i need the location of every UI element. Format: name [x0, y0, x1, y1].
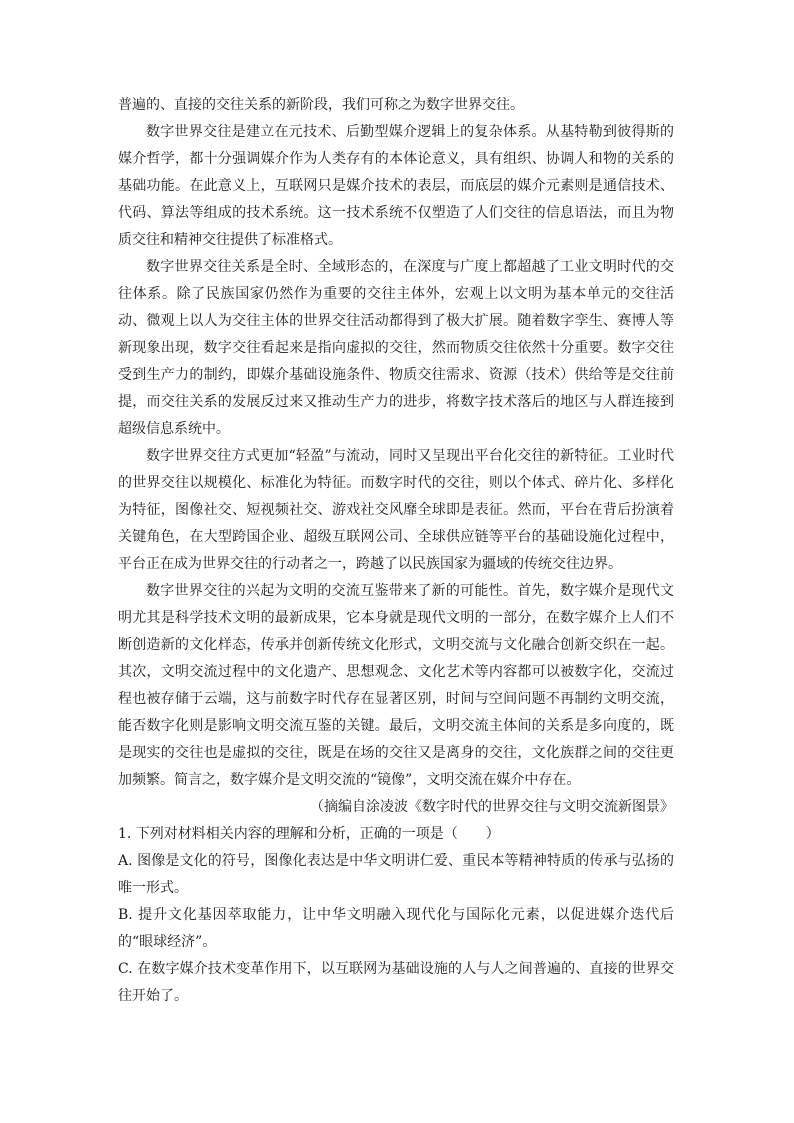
option-c: C. 在数字媒介技术变革作用下，以互联网为基础设施的人与人之间普遍的、直接的世界交往开始了。: [118, 961, 674, 1004]
paragraph: 数字世界交往方式更加“轻盈”与流动，同时又呈现出平台化交往的新特征。工业时代的世界交往以规模化、标准化为特征。而数字时代的交往，则以个体式、碎片化、多样化为特征，图像社交、短视频社交、游戏社交风靡全球即是表征。然而，平台在背后扮演着关键角色，在大型跨国企业、超级互联网公司、全球供应链等平台的基础设施化过程中，平台正在成为世界交往的行动者之一，跨越了以民族国家为疆域的传统交往边界。: [118, 448, 674, 572]
paragraph: 数字世界交往的兴起为文明的交流互鉴带来了新的可能性。首先，数字媒介是现代文明尤其是科学技术文明的最新成果，它本身就是现代文明的一部分，在数字媒介上人们不断创造新的文化样态，传承并创新传统文化形式，文明交流与文化融合创新交织在一起。其次，文明交流过程中的文化遗产、思想观念、文化艺术等内容都可以被数字化，交流过程也被存储于云端，这与前数字时代存在显著区别，时间与空间问题不再制约文明交流，能否数字化则是影响文明交流互鉴的关键。最后，文明交流主体间的关系是多向度的，既是现实的交往也是虚拟的交往，既是在场的交往又是离身的交往，文化族群之间的交往更加频繁。简言之，数字媒介是文明交流的“镜像”，文明交流在媒介中存在。: [118, 583, 674, 788]
option-b: B. 提升文化基因萃取能力，让中华文明融入现代化与国际化元素，以促进媒介迭代后的“眼球经济”。: [118, 907, 674, 950]
paragraph: 数字世界交往关系是全时、全域形态的，在深度与广度上都超越了工业文明时代的交往体系。除了民族国家仍然作为重要的交往主体外，宏观上以文明为基本单元的交往活动、微观上以人为交往主体的世界交往活动都得到了极大扩展。随着数字孪生、赛博人等新现象出现，数字交往看起来是指向虚拟的交往，然而物质交往依然十分重要。数字交往受到生产力的制约，即媒介基础设施条件、物质交往需求、资源（技术）供给等是交往前提，而交往关系的发展反过来又推动生产力的进步，将数字技术落后的地区与人群连接到超级信息系统中。: [118, 259, 674, 437]
paragraph-continued: 普遍的、直接的交往关系的新阶段，我们可称之为数字世界交往。: [118, 97, 524, 113]
question-stem: 1. 下列对材料相关内容的理解和分析，正确的一项是（ ）: [118, 826, 500, 842]
source-citation: （摘编自涂凌波《数字时代的世界交往与文明交流新图景》: [310, 799, 674, 815]
paragraph: 数字世界交往是建立在元技术、后勤型媒介逻辑上的复杂体系。从基特勒到彼得斯的媒介哲学，都十分强调媒介作为人类存有的本体论意义，具有组织、协调人和物的关系的基础功能。在此意义上，互联网只是媒介技术的表层，而底层的媒介元素则是通信技术、代码、算法等组成的技术系统。这一技术系统不仅塑造了人们交往的信息语法，而且为物质交往和精神交往提供了标准格式。: [118, 124, 674, 248]
document-page: [118, 92, 674, 1010]
option-a: A. 图像是文化的符号，图像化表达是中华文明讲仁爱、重民本等精神特质的传承与弘扬的唯一形式。: [118, 853, 674, 896]
